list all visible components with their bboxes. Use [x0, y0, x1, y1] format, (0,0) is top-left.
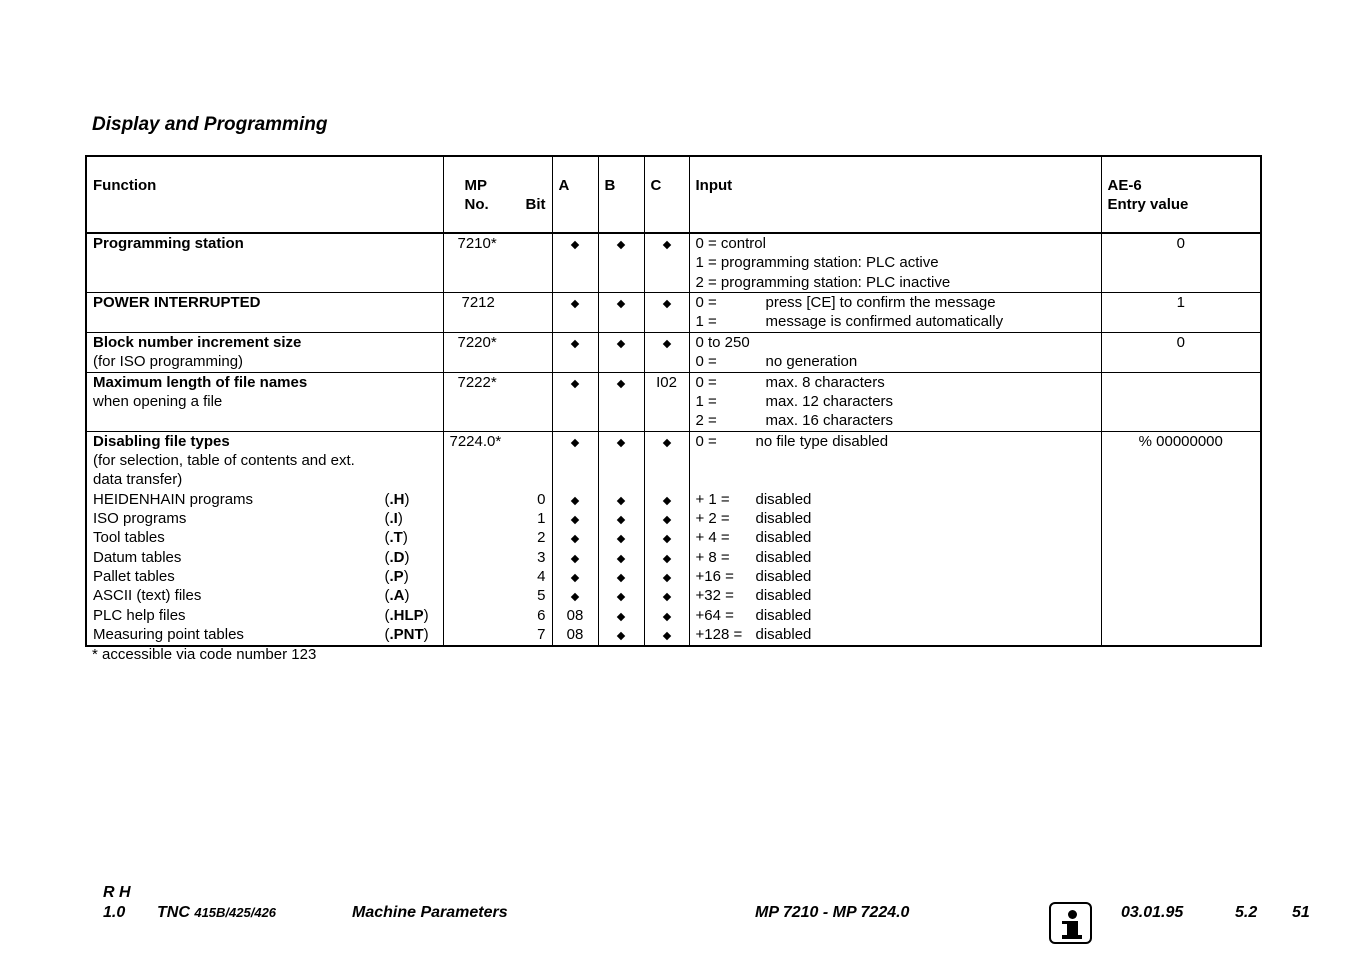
- availability-diamond-icon: [617, 241, 625, 249]
- availability-diamond-icon: [662, 574, 670, 582]
- availability-diamond-icon: [571, 241, 579, 249]
- entry-value: [1101, 372, 1261, 431]
- availability-diamond-icon: [662, 612, 670, 620]
- footer-section: Machine Parameters: [352, 904, 508, 921]
- row-subtitle: (for ISO programming): [93, 353, 244, 371]
- input-key: + 4 =: [695, 529, 730, 547]
- availability-code: 08: [566, 606, 584, 624]
- file-extension: (.T): [384, 529, 408, 547]
- input-key: 2 =: [695, 412, 717, 430]
- availability-diamond-icon: [662, 593, 670, 601]
- entry-value: % 00000000: [1101, 431, 1261, 646]
- file-extension: (.A): [384, 587, 410, 605]
- input-value: disabled: [755, 529, 812, 547]
- table-header-row: [86, 156, 1261, 233]
- file-type-label: Datum tables: [93, 548, 182, 566]
- bit-number: 1: [537, 510, 546, 528]
- input-value: message is confirmed automatically: [765, 313, 1004, 331]
- input-value: no file type disabled: [755, 432, 889, 450]
- header-c: C: [644, 156, 689, 233]
- table-row: [86, 431, 1261, 646]
- header-input: Input: [689, 156, 1101, 233]
- file-extension: (.P): [384, 567, 409, 585]
- bit-number: 4: [537, 567, 546, 585]
- availability-diamond-icon: [571, 574, 579, 582]
- availability-diamond-icon: [662, 516, 670, 524]
- file-type-item: [93, 586, 437, 605]
- bit-number: 6: [537, 606, 546, 624]
- table-row: [86, 233, 1261, 292]
- input-line: [696, 528, 1095, 547]
- footer-chapter: 5.2: [1235, 904, 1258, 921]
- input-key: 0 =: [695, 373, 717, 391]
- header-function: Function: [86, 156, 443, 233]
- bit-number: 2: [537, 529, 546, 547]
- availability-diamond-icon: [617, 439, 625, 447]
- bit-number: 5: [537, 587, 546, 605]
- file-type-item: [93, 625, 437, 644]
- file-type-label: HEIDENHAIN programs: [93, 490, 254, 508]
- availability-code: 08: [566, 625, 584, 643]
- mp-number: 7224.0*: [449, 432, 502, 450]
- input-key: +128 =: [695, 625, 743, 643]
- file-extension: (.HLP): [384, 606, 429, 624]
- mp-number: 7210*: [443, 233, 552, 292]
- input-value: disabled: [755, 567, 812, 585]
- header-entry: [1101, 156, 1261, 233]
- input-line: [696, 625, 1095, 644]
- availability-diamond-icon: [617, 535, 625, 543]
- input-line: 0 to 250: [695, 333, 750, 351]
- file-type-label: ISO programs: [93, 510, 187, 528]
- bit-number: 3: [537, 548, 546, 566]
- input-line: 0 = control: [695, 235, 766, 252]
- file-type-item: [93, 490, 437, 509]
- table-row: [86, 332, 1261, 372]
- input-line: [696, 567, 1095, 586]
- input-key: 0 =: [695, 293, 717, 311]
- header-mp-label: MP: [464, 177, 487, 194]
- row-name: Disabling file types: [93, 432, 230, 450]
- input-key: 1 =: [695, 313, 717, 331]
- file-type-label: Pallet tables: [93, 567, 175, 585]
- input-value: max. 8 characters: [765, 373, 885, 391]
- file-extension: (.D): [384, 548, 410, 566]
- bit-number: 7: [537, 625, 546, 643]
- file-type-item: [93, 528, 437, 547]
- availability-diamond-icon: [571, 380, 579, 388]
- mp-number: 7222*: [443, 372, 552, 431]
- row-name: POWER INTERRUPTED: [93, 293, 261, 311]
- header-no: No.: [464, 196, 489, 214]
- input-value: max. 16 characters: [765, 412, 894, 430]
- file-extension: (.PNT): [384, 625, 429, 643]
- availability-diamond-icon: [617, 380, 625, 388]
- input-line: 1 = programming station: PLC active: [695, 254, 939, 272]
- footnote: * accessible via code number 123: [92, 646, 317, 663]
- availability-diamond-icon: [662, 535, 670, 543]
- footer-page: 51: [1292, 904, 1310, 921]
- availability-diamond-icon: [571, 554, 579, 562]
- availability-diamond-icon: [617, 554, 625, 562]
- row-name: Programming station: [93, 235, 244, 252]
- availability-diamond-icon: [662, 632, 670, 640]
- availability-diamond-icon: [617, 516, 625, 524]
- file-extension: (.H): [384, 490, 410, 508]
- input-value: disabled: [755, 510, 812, 528]
- row-name: Block number increment size: [93, 333, 302, 351]
- input-key: 0 =: [695, 432, 717, 450]
- input-key: 1 =: [695, 393, 717, 411]
- input-key: + 8 =: [695, 548, 730, 566]
- header-a: A: [552, 156, 598, 233]
- input-value: max. 12 characters: [765, 393, 894, 411]
- row-name: Maximum length of file names: [93, 373, 308, 391]
- availability-diamond-icon: [571, 593, 579, 601]
- availability-diamond-icon: [662, 439, 670, 447]
- input-line: [696, 509, 1095, 528]
- input-value: disabled: [755, 587, 812, 605]
- file-type-label: Tool tables: [93, 529, 165, 547]
- table-row: [86, 292, 1261, 332]
- input-line: [696, 490, 1095, 509]
- input-line: 2 = programming station: PLC inactive: [695, 273, 951, 291]
- header-ae: AE-6: [1107, 177, 1142, 194]
- file-type-label: ASCII (text) files: [93, 587, 202, 605]
- footer-product: [157, 904, 276, 922]
- file-type-item: [93, 548, 437, 567]
- file-type-item: [93, 509, 437, 528]
- input-key: +32 =: [695, 587, 734, 605]
- file-type-label: Measuring point tables: [93, 625, 244, 643]
- input-key: + 1 =: [695, 490, 730, 508]
- availability-diamond-icon: [617, 574, 625, 582]
- availability-diamond-icon: [662, 340, 670, 348]
- footer-tnc: TNC: [157, 904, 190, 921]
- file-extension: (.I): [384, 510, 403, 528]
- input-line: [696, 606, 1095, 625]
- footer-version: 1.0: [103, 904, 126, 921]
- availability-diamond-icon: [571, 340, 579, 348]
- availability-diamond-icon: [571, 535, 579, 543]
- input-value: disabled: [755, 625, 812, 643]
- availability-diamond-icon: [617, 300, 625, 308]
- header-b: B: [598, 156, 644, 233]
- footer-date: 03.01.95: [1121, 904, 1184, 921]
- row-subtitle: (for selection, table of contents and ext.: [93, 452, 355, 470]
- input-key: +64 =: [695, 606, 734, 624]
- availability-diamond-icon: [617, 612, 625, 620]
- header-mp: [443, 156, 552, 233]
- input-key: +16 =: [695, 567, 734, 585]
- input-value: disabled: [755, 490, 812, 508]
- footer-rh: R H: [103, 884, 131, 901]
- file-type-item: [93, 606, 437, 625]
- availability-diamond-icon: [617, 340, 625, 348]
- availability-diamond-icon: [662, 554, 670, 562]
- input-key: 0 =: [695, 353, 717, 371]
- availability-diamond-icon: [571, 497, 579, 505]
- input-value: no generation: [765, 353, 858, 371]
- table-row: [86, 372, 1261, 431]
- row-subtitle: when opening a file: [93, 393, 223, 411]
- input-value: press [CE] to confirm the message: [765, 293, 996, 311]
- input-key: + 2 =: [695, 510, 730, 528]
- input-line: [696, 548, 1095, 567]
- entry-value: 1: [1101, 292, 1261, 332]
- entry-value: 0: [1101, 332, 1261, 372]
- info-icon: [1049, 902, 1092, 944]
- availability-diamond-icon: [662, 300, 670, 308]
- section-title: Display and Programming: [92, 114, 328, 135]
- header-entry-value: Entry value: [1107, 196, 1189, 214]
- input-line: [696, 586, 1095, 605]
- entry-value: 0: [1101, 233, 1261, 292]
- footer-range: MP 7210 - MP 7224.0: [755, 904, 910, 921]
- bit-number: 0: [537, 490, 546, 508]
- availability-diamond-icon: [571, 516, 579, 524]
- file-type-label: PLC help files: [93, 606, 186, 624]
- availability-code: I02: [644, 372, 689, 431]
- footer-models: 415B/425/426: [194, 905, 277, 920]
- availability-diamond-icon: [662, 241, 670, 249]
- availability-diamond-icon: [617, 593, 625, 601]
- machine-parameter-table: [85, 155, 1262, 647]
- row-subtitle: data transfer): [93, 471, 183, 489]
- header-bit: Bit: [525, 196, 546, 214]
- availability-diamond-icon: [571, 439, 579, 447]
- input-value: disabled: [755, 548, 812, 566]
- mp-number: 7220*: [443, 332, 552, 372]
- availability-diamond-icon: [617, 497, 625, 505]
- file-type-item: [93, 567, 437, 586]
- mp-number: 7212: [443, 292, 552, 332]
- availability-diamond-icon: [662, 497, 670, 505]
- availability-diamond-icon: [617, 632, 625, 640]
- availability-diamond-icon: [571, 300, 579, 308]
- input-value: disabled: [755, 606, 812, 624]
